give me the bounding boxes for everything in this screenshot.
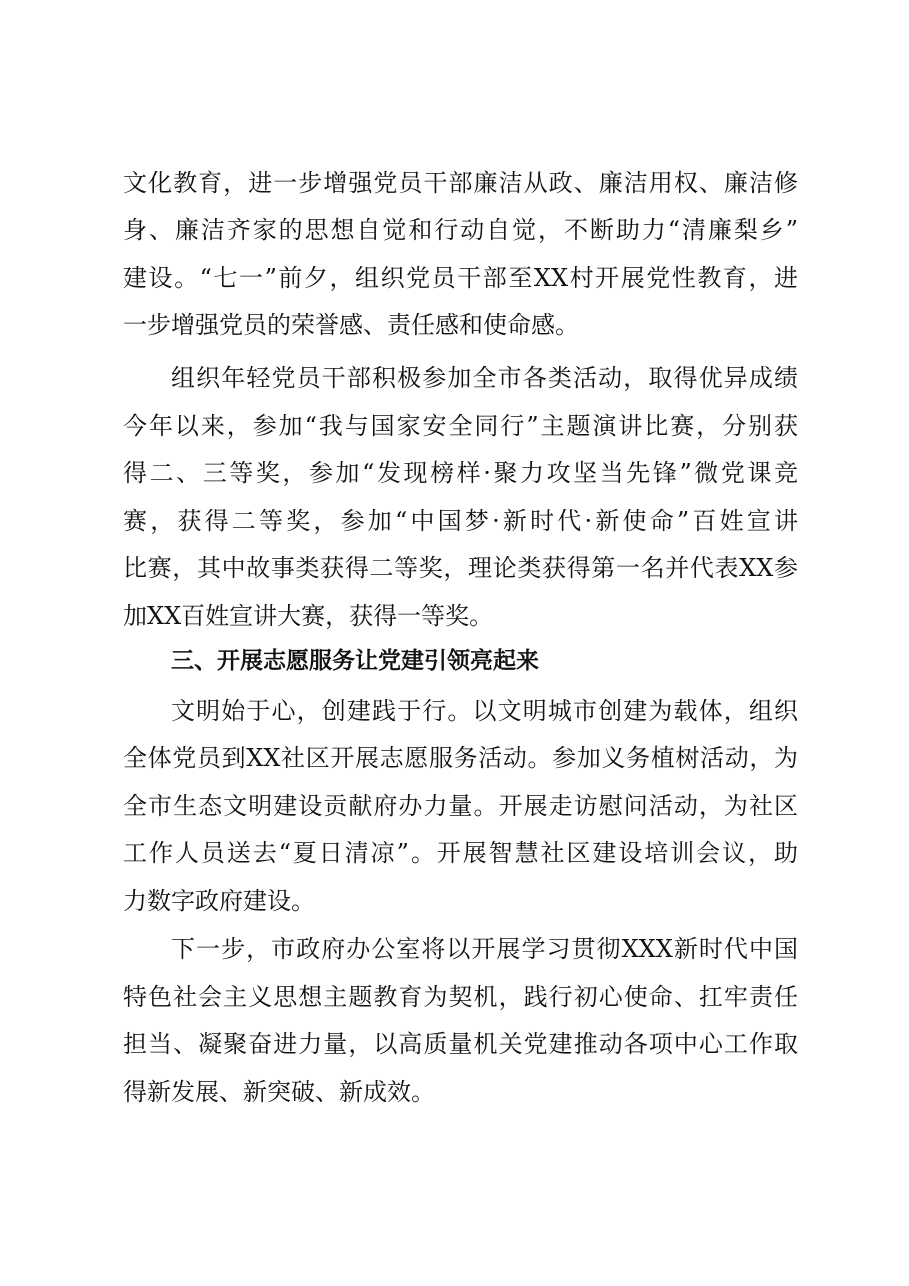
paragraph-4-line-3: 担当、凝聚奋进力量，以高质量机关党建推动各项中心工作取 <box>123 1030 798 1058</box>
paragraph-1-line-3: 建设。“七一”前夕，组织党员干部至XX村开展党性教育，进 <box>123 264 798 292</box>
paragraph-4-line-2: 特色社会主义思想主题教育为契机，践行初心使命、扛牢责任 <box>123 983 798 1011</box>
paragraph-4-line-4: 得新发展、新突破、新成效。 <box>123 1078 435 1106</box>
paragraph-1-line-4: 一步增强党员的荣誉感、责任感和使命感。 <box>123 311 579 339</box>
paragraph-2-line-1: 组织年轻党员干部积极参加全市各类活动，取得优异成绩 <box>171 364 798 392</box>
paragraph-2-line-6: 加XX百姓宣讲大赛，获得一等奖。 <box>123 602 494 630</box>
paragraph-2-line-4: 赛，获得二等奖，参加“中国梦·新时代·新使命”百姓宣讲 <box>123 507 798 535</box>
paragraph-2-line-2: 今年以来，参加“我与国家安全同行”主题演讲比赛，分别获 <box>123 412 798 440</box>
paragraph-1-line-1: 文化教育，进一步增强党员干部廉洁从政、廉洁用权、廉洁修 <box>123 169 798 197</box>
paragraph-2-line-5: 比赛，其中故事类获得二等奖，理论类获得第一名并代表XX参 <box>123 554 798 582</box>
paragraph-4-line-1: 下一步，市政府办公室将以开展学习贯彻XXX新时代中国 <box>171 935 798 963</box>
paragraph-3-line-2: 全体党员到XX社区开展志愿服务活动。参加义务植树活动，为 <box>123 744 798 772</box>
paragraph-3-line-3: 全市生态文明建设贡献府办力量。开展走访慰问活动，为社区 <box>123 792 798 820</box>
paragraph-1-line-2: 身、廉洁齐家的思想自觉和行动自觉，不断助力“清廉梨乡” <box>123 216 798 244</box>
section-heading: 三、开展志愿服务让党建引领亮起来 <box>171 648 539 674</box>
paragraph-2-line-3: 得二、三等奖，参加“发现榜样·聚力攻坚当先锋”微党课竞 <box>123 459 798 487</box>
paragraph-3-line-4: 工作人员送去“夏日清凉”。开展智慧社区建设培训会议，助 <box>123 839 798 867</box>
paragraph-3-line-1: 文明始于心，创建践于行。以文明城市创建为载体，组织 <box>171 697 798 725</box>
paragraph-3-line-5: 力数字政府建设。 <box>123 887 315 915</box>
